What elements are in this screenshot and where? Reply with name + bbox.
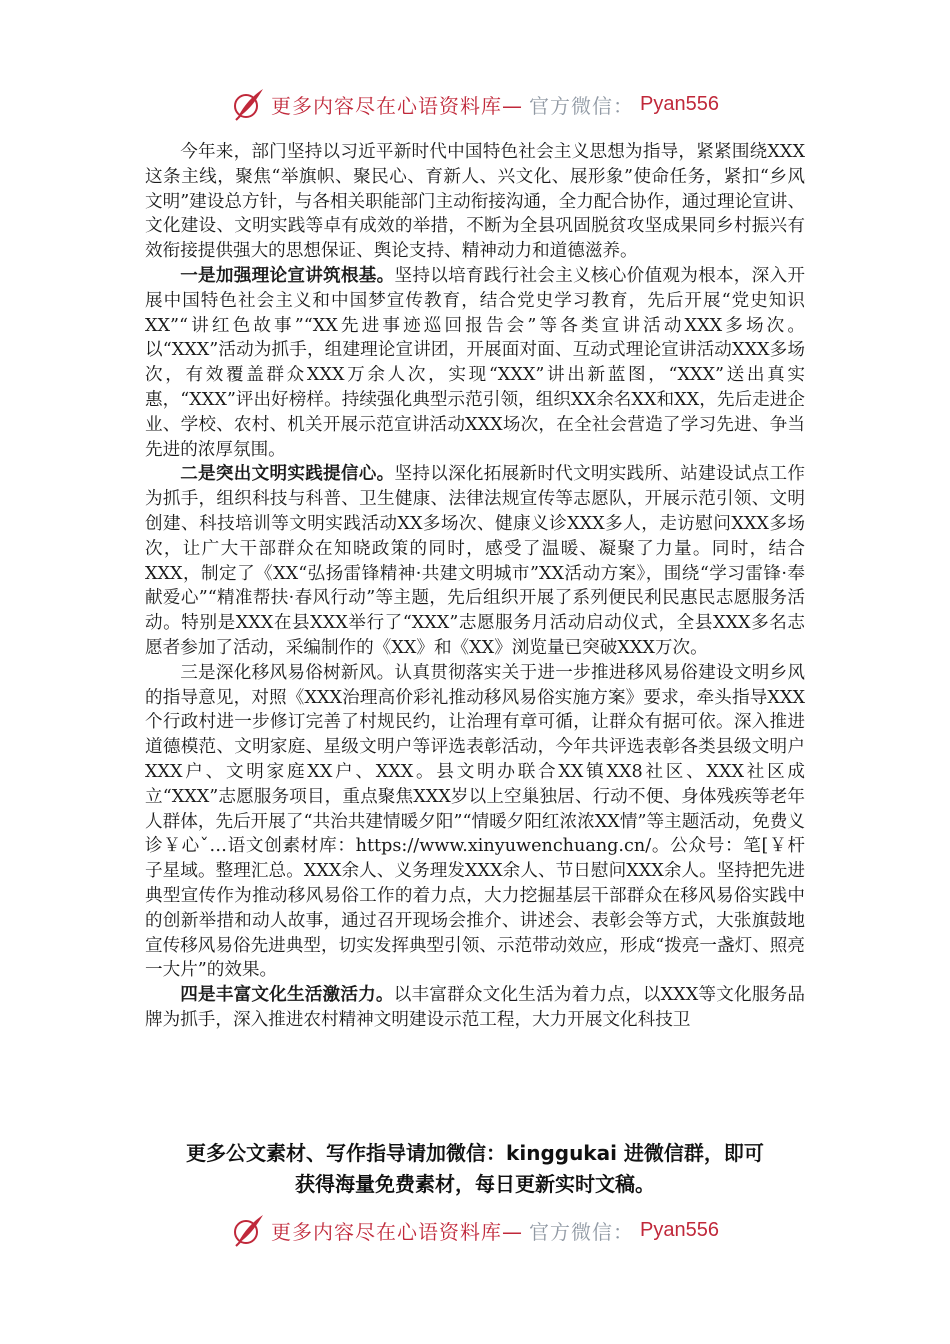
promo-line-1: 更多公文素材、写作指导请加微信：kinggukai 进微信群，即可 — [186, 1141, 764, 1165]
page-footer-brand — [0, 1210, 950, 1250]
promo-notice — [0, 1138, 950, 1200]
page-header-brand — [0, 84, 950, 124]
brand-wechat-id: Pyan556 — [640, 92, 719, 115]
paragraph-lead: 一是加强理论宣讲筑根基。 — [180, 264, 395, 286]
brand-wechat-label: 官方微信： — [529, 93, 635, 118]
paragraph-text: 以丰富群众文化生活为着力点，以XXX等文化服务品牌为抓手，深入推进农村精神文明建设示范工程，大力开展文化科技卫 — [145, 985, 805, 1030]
paragraph-text: 坚持以深化拓展新时代文明实践所、站建设试点工作为抓手，组织科技与科普、卫生健康、法律法规宣传等志愿队，开展示范引领、文明创建、科技培训等文明实践活动XX多场次、健康义诊XXX多人，走访慰问XXX多场次，让广大干部群众在知晓政策的同时，感受了温暖、凝聚了力量。同时，结合XXX，制定了《XX“弘扬雷锋精神·共建文明城市”XX活动方案》，围绕“学习雷锋·奉献爱心”“精准帮扶·春风行动”等主题，先后组织开展了系列便民利民惠民志愿服务活动。特别是XXX在县XXX举行了“XXX”志愿服务月活动启动仪式，全县XXX多名志愿者参加了活动，采编制作的《XX》和《XX》浏览量已突破XXX万次。 — [145, 464, 805, 658]
brand-wechat-label: 官方微信： — [529, 1219, 635, 1244]
paragraph-lead: 四是丰富文化生活激活力。 — [180, 984, 394, 1006]
paragraph-lead: 二是突出文明实践提信心。 — [180, 463, 395, 485]
brand-title: 更多内容尽在心语资料库— — [271, 93, 524, 118]
quill-pen-logo-icon — [231, 87, 265, 121]
brand-banner — [231, 87, 719, 121]
brand-wechat-id: Pyan556 — [640, 1218, 719, 1241]
quill-pen-logo-icon — [231, 1213, 265, 1247]
paragraph-text: 三是深化移风易俗树新风。认真贯彻落实关于进一步推进移风易俗建设文明乡风的指导意见，对照《XXX治理高价彩礼推动移风易俗实施方案》要求，牵头指导XXX个行政村进一步修订完善了村规民约，让治理有章可循，让群众有据可依。深入推进道德模范、文明家庭、星级文明户等评选表彰活动，今年共评选表彰各类县级文明户XXX户、文明家庭XX户、XXX。县文明办联合XX镇XX8社区、XXX社区成立“XXX”志愿服务项目，重点聚焦XXX岁以上空巢独居、行动不便、身体残疾等老年人群体，先后开展了“共治共建情暖夕阳”“情暖夕阳红浓浓XX情”等主题活动，免费义诊￥心ˇ…语文创素材库：https://www.xinyuwenchuang.cn/。公众号：笔[￥杆子星域。整理汇总。XXX余人、义务理发XXX余人、节日慰问XXX余人。坚持把先进典型宣传作为推动移风易俗工作的着力点，大力挖掘基层干部群众在移风易俗实践中的创新举措和动人故事，通过召开现场会推介、讲述会、表彰会等方式，大张旗鼓地宣传移风易俗先进典型，切实发挥典型引领、示范带动效应，形成“拨亮一盏灯、照亮一大片”的效果。 — [145, 662, 805, 981]
paragraph-text: 今年来，部门坚持以习近平新时代中国特色社会主义思想为指导，紧紧围绕XXX这条主线，聚焦“举旗帜、聚民心、育新人、兴文化、展形象”使命任务，紧扣“乡风文明”建设总方针，与各相关职能部门主动衔接沟通，全力配合协作，通过理论宣讲、文化建设、文明实践等卓有成效的举措，不断为全县巩固脱贫攻坚成果同乡村振兴有效衔接提供强大的思想保证、舆论支持、精神动力和道德滋养。 — [145, 142, 805, 262]
paragraph-customs — [145, 661, 805, 983]
paragraph-text: 坚持以培育践行社会主义核心价值观为根本，深入开展中国特色社会主义和中国梦宣传教育，结合党史学习教育，先后开展“党史知识XX”“讲红色故事”“XX先进事迹巡回报告会”等各类宣讲活动XXX多场次。以“XXX”活动为抓手，组建理论宣讲团，开展面对面、互动式理论宣讲活动XXX多场次，有效覆盖群众XXX万余人次，实现“XXX”讲出新蓝图，“XXX”送出真实惠，“XXX”评出好榜样。持续强化典型示范引领，组织XX余名XX和XX，先后走进企业、学校、农村、机关开展示范宣讲活动XXX场次，在全社会营造了学习先进、争当先进的浓厚氛围。 — [145, 265, 805, 460]
paragraph-culture — [145, 983, 805, 1033]
paragraph-civilization — [145, 462, 805, 660]
paragraph-intro — [145, 140, 805, 264]
document-body — [145, 140, 805, 1033]
brand-title: 更多内容尽在心语资料库— — [271, 1219, 524, 1244]
promo-line-2: 获得海量免费素材，每日更新实时文稿。 — [295, 1172, 655, 1196]
paragraph-theory — [145, 264, 805, 462]
brand-banner — [231, 1213, 719, 1247]
